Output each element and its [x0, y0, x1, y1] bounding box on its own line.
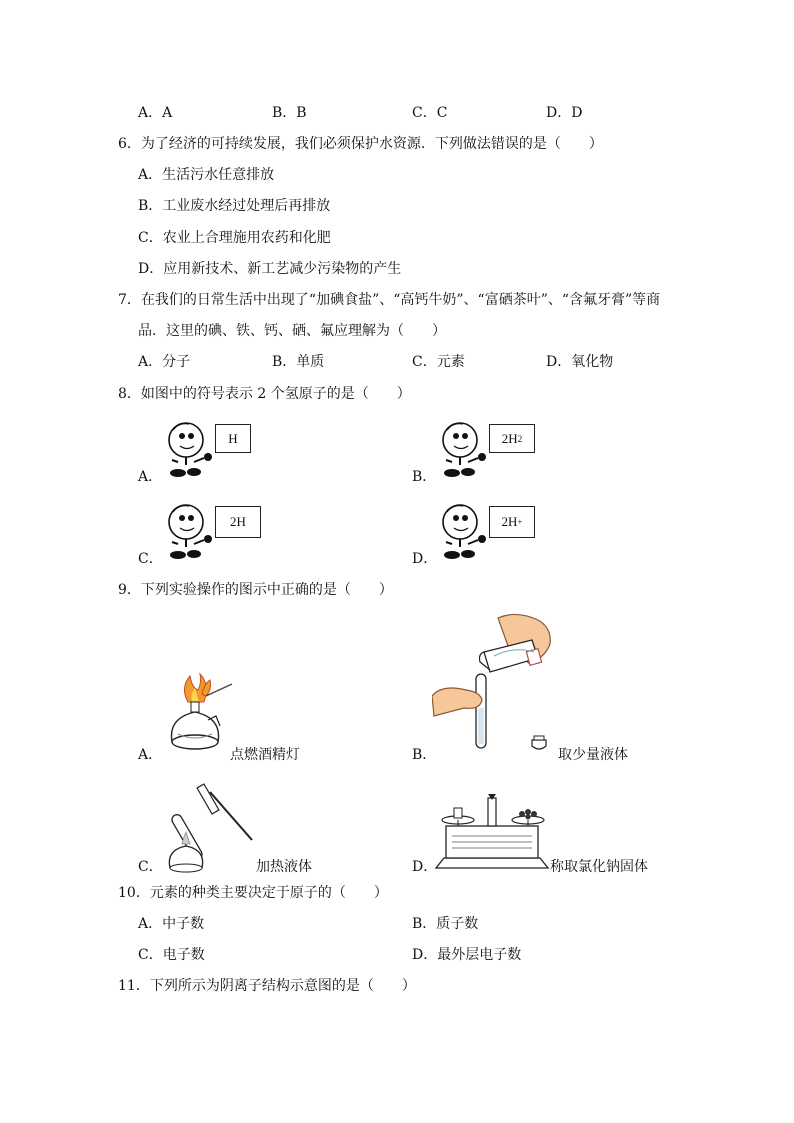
q9-option-d-label: D．: [412, 859, 438, 875]
q9-option-a-label: A．: [138, 747, 163, 763]
q10-option-b: B．质子数: [412, 916, 479, 932]
q10-option-d: D．最外层电子数: [412, 947, 522, 963]
cartoon-atom-icon: [434, 418, 494, 480]
q10-option-a: A．中子数: [138, 916, 205, 932]
q5-option-b: B．B: [272, 105, 307, 121]
q9-option-a-caption: 点燃酒精灯: [230, 747, 300, 763]
q6-option-b: B．工业废水经过处理后再排放: [138, 198, 331, 214]
q7-option-d: D．氧化物: [546, 354, 614, 370]
alcohol-lamp-icon: [158, 672, 238, 762]
q8-option-a-symbol: H: [215, 424, 251, 453]
q9-option-d-caption: 称取氯化钠固体: [550, 859, 648, 875]
q8-option-c-label: C．: [138, 551, 163, 567]
q10-option-c: C．电子数: [138, 947, 205, 963]
heat-liquid-icon: [158, 776, 258, 874]
q8-stem: 8．如图中的符号表示 2 个氢原子的是（ ）: [118, 386, 411, 402]
q10-stem: 10．元素的种类主要决定于原子的（ ）: [118, 885, 388, 901]
cartoon-atom-icon: [160, 500, 220, 562]
cartoon-atom-icon: [160, 418, 220, 480]
pour-liquid-icon: [432, 608, 560, 764]
q9-option-b-label: B．: [412, 747, 437, 763]
q6-option-a: A．生活污水任意排放: [138, 167, 275, 183]
q8-option-d-symbol: 2H +: [489, 506, 535, 538]
cartoon-atom-icon: [434, 500, 494, 562]
q7-option-c: C．元素: [412, 354, 465, 370]
q7-option-a: A．分子: [138, 354, 191, 370]
balance-scale-icon: [432, 790, 552, 874]
q5-option-c: C．C: [412, 105, 448, 121]
q5-option-a: A．A: [138, 105, 173, 121]
q7-stem-line2: 品．这里的碘、铁、钙、硒、氟应理解为（ ）: [138, 323, 446, 339]
q8-option-b-symbol: 2H 2: [489, 424, 535, 453]
q8-option-a-label: A．: [138, 469, 163, 485]
q8-option-b-label: B．: [412, 469, 437, 485]
q7-stem-line1: 7．在我们的日常生活中出现了“加碘食盐”、“高钙牛奶”、“富硒茶叶”、“含氟牙膏”等商: [118, 292, 661, 308]
q8-option-c-symbol: 2H: [215, 506, 261, 538]
q9-option-c-caption: 加热液体: [256, 859, 312, 875]
q9-option-b-caption: 取少量液体: [558, 747, 628, 763]
q5-option-d: D．D: [546, 105, 583, 121]
q9-stem: 9．下列实验操作的图示中正确的是（ ）: [118, 582, 393, 598]
q6-option-c: C．农业上合理施用农药和化肥: [138, 230, 331, 246]
q6-stem: 6．为了经济的可持续发展，我们必须保护水资源．下列做法错误的是（ ）: [118, 136, 603, 152]
q7-option-b: B．单质: [272, 354, 325, 370]
q9-option-c-label: C．: [138, 859, 163, 875]
q8-option-d-label: D．: [412, 551, 438, 567]
q11-stem: 11．下列所示为阴离子结构示意图的是（ ）: [118, 978, 416, 994]
q6-option-d: D．应用新技术、新工艺减少污染物的产生: [138, 261, 402, 277]
